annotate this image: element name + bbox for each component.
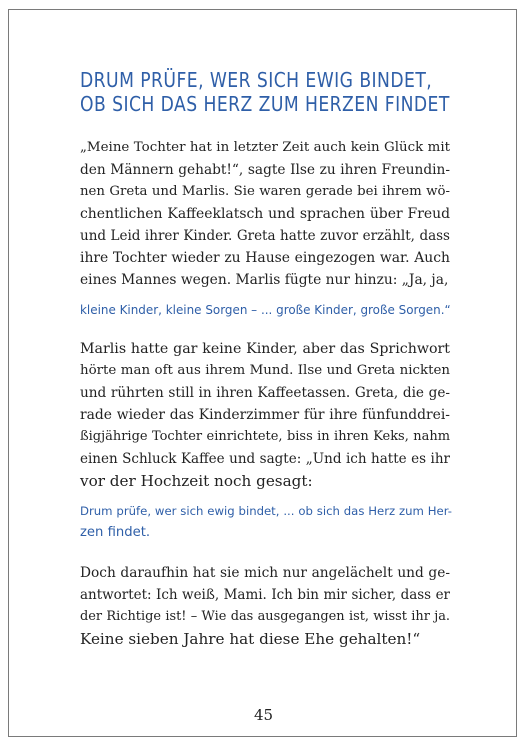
text-line: den Männern gehabt!“, sagte Ilse zu ihren Freundin- bbox=[80, 162, 450, 178]
text-line: und Leid ihrer Kinder. Greta hatte zuvor erzählt, dass bbox=[80, 228, 450, 244]
chapter-title-line-1: DRUM PRÜFE, WER SICH EWIG BINDET, bbox=[80, 68, 433, 92]
paragraph-1 bbox=[80, 137, 450, 291]
text-line: Keine sieben Jahre hat diese Ehe gehalten!“ bbox=[80, 630, 421, 648]
quote-line: zen findet. bbox=[80, 525, 151, 540]
text-line: einen Schluck Kaffee und sagte: „Und ich hatte es ihr bbox=[80, 451, 450, 467]
text-line: eines Mannes wegen. Marlis fügte nur hinzu: „Ja, ja, bbox=[80, 272, 449, 288]
text-line: „Meine Tochter hat in letzter Zeit auch kein Glück mit bbox=[80, 140, 450, 155]
text-line: Doch daraufhin hat sie mich nur angelächelt und ge- bbox=[80, 565, 450, 581]
proverb-quote-2 bbox=[80, 500, 452, 544]
text-line: hörte man oft aus ihrem Mund. Ilse und Greta nickten bbox=[80, 363, 450, 378]
text-line: und rührten still in ihren Kaffeetassen. Greta, die ge- bbox=[80, 385, 450, 401]
text-line: antwortet: Ich weiß, Mami. Ich bin mir sicher, dass er bbox=[80, 587, 450, 603]
paragraph-2 bbox=[80, 338, 450, 492]
text-line: ßigjährige Tochter einrichtete, biss in ihren Keks, nahm bbox=[80, 429, 450, 444]
text-line: Marlis hatte gar keine Kinder, aber das Sprichwort bbox=[80, 341, 450, 357]
text-line: rade wieder das Kinderzimmer für ihre fünfunddrei- bbox=[80, 407, 450, 423]
text-line: ihre Tochter wieder zu Hause eingezogen war. Auch bbox=[80, 250, 450, 266]
text-line: chentlichen Kaffeeklatsch und sprachen über Freud bbox=[80, 206, 450, 222]
proverb-quote-1 bbox=[80, 299, 452, 321]
quote-line: kleine Kinder, kleine Sorgen – ... große Kinder, große Sorgen.“ bbox=[80, 303, 451, 317]
chapter-title bbox=[80, 68, 450, 116]
quote-line: Drum prüfe, wer sich ewig bindet, ... ob sich das Herz zum Her- bbox=[80, 504, 452, 518]
text-line: nen Greta und Marlis. Sie waren gerade bei ihrem wö- bbox=[80, 184, 450, 199]
page-number: 45 bbox=[253, 706, 274, 724]
text-line: vor der Hochzeit noch gesagt: bbox=[80, 472, 313, 490]
paragraph-3 bbox=[80, 562, 450, 650]
chapter-title-line-2: OB SICH DAS HERZ ZUM HERZEN FINDET bbox=[80, 92, 450, 116]
text-line: der Richtige ist! – Wie das ausgegangen ist, wisst ihr ja. bbox=[80, 609, 450, 624]
